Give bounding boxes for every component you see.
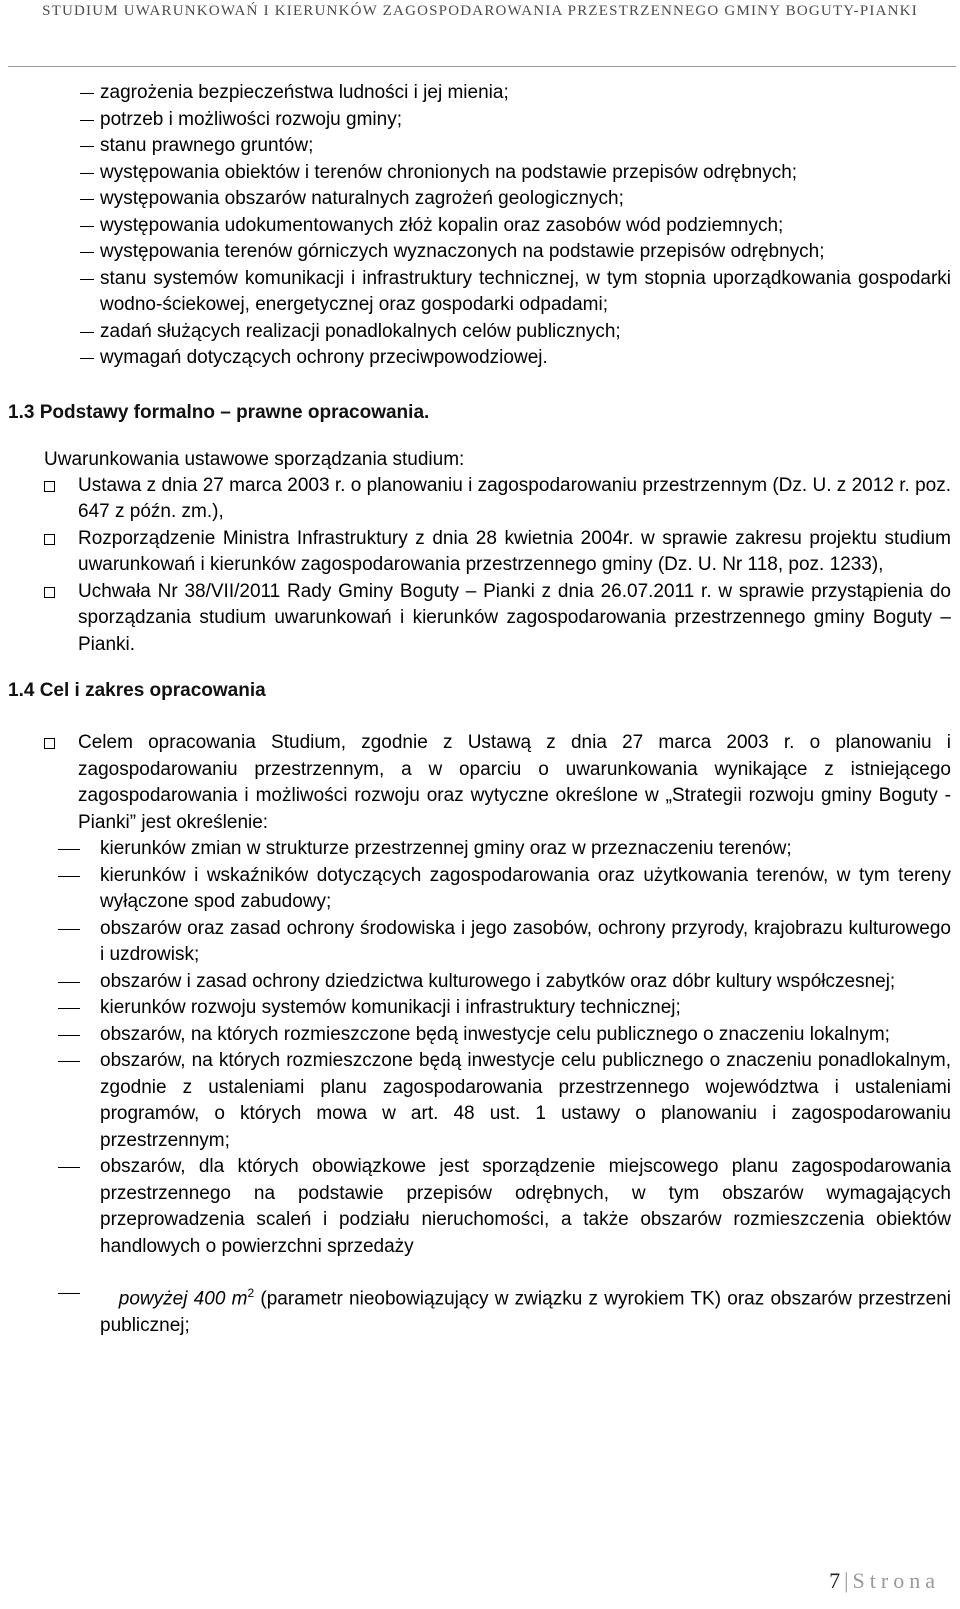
list-item: stanu systemów komunikacji i infrastruktury technicznej, w tym stopnia uporządkowania gospodarki wodno-ściekowej, energetycznej oraz gospodarki odpadami; (100, 267, 951, 315)
scope-list (0, 836, 960, 1260)
page-label: Strona (852, 1568, 940, 1593)
list-item: kierunków i wskaźników dotyczących zagospodarowania oraz użytkowania terenów, w tym tereny wyłączone spod zabudowy; (100, 864, 951, 912)
list-item: powyżej 400 $m^2$ (parametr nieobowiązujący w związku z wyrokiem TK) oraz obszarów przestrzeni publicznej; (100, 1286, 951, 1336)
square-bullet-icon (44, 481, 55, 492)
scope-list-continued (0, 1280, 960, 1339)
purpose-list (0, 730, 960, 836)
legal-basis-list (0, 473, 960, 659)
list-item: Ustawa z dnia 27 marca 2003 r. o planowaniu i zagospodarowaniu przestrzennym (Dz. U. z 2012 r. poz. 647 z późn. zm.), (0, 473, 951, 526)
list-item: występowania udokumentowanych złóż kopalin oraz zasobów wód podziemnych; (100, 214, 784, 236)
list-item: Uchwała Nr 38/VII/2011 Rady Gminy Boguty – Pianki z dnia 26.07.2011 r. w sprawie przystąpienia do sporządzania studium uwarunkowań i kierunków zagospodarowania przestrzennego gminy Boguty – Pianki. (0, 579, 951, 659)
list-item: Rozporządzenie Ministra Infrastruktury z dnia 28 kwietnia 2004r. w sprawie zakresu projektu studium uwarunkowań i kierunków zagospodarowania przestrzennego gminy (Dz. U. Nr 118, poz. 1233), (0, 526, 951, 579)
page-header (0, 0, 960, 30)
page-footer (829, 1568, 940, 1594)
conditions-list (0, 80, 960, 372)
list-item: stanu prawnego gruntów; (100, 135, 314, 156)
list-item: obszarów i zasad ochrony dziedzictwa kulturowego i zabytków oraz dóbr kultury współczesnej; (100, 970, 896, 992)
header-divider (8, 66, 956, 67)
list-item: występowania terenów górniczych wyznaczonych na podstawie przepisów odrębnych; (100, 241, 825, 262)
square-bullet-icon (44, 534, 55, 545)
list-item: zagrożenia bezpieczeństwa ludności i jej mienia; (100, 82, 509, 103)
list-item: obszarów, dla których obowiązkowe jest sporządzenie miejscowego planu zagospodarowania przestrzennego na podstawie przepisów odrębnych, w tym obszarów wymagających przeprowadzenia scaleń i podziału nieruchomości, a także obszarów rozmieszczenia obiektów handlowych o powierzchni sprzedaży (100, 1156, 951, 1257)
list-item: występowania obszarów naturalnych zagrożeń geologicznych; (100, 188, 624, 209)
list-item: kierunków zmian w strukturze przestrzennej gminy oraz w przeznaczeniu terenów; (100, 838, 792, 859)
list-item: kierunków rozwoju systemów komunikacji i infrastruktury technicznej; (100, 997, 681, 1018)
list-item: obszarów, na których rozmieszczone będą inwestycje celu publicznego o znaczeniu lokalnym; (100, 1023, 890, 1045)
footer-separator: | (844, 1568, 849, 1593)
list-item: obszarów oraz zasad ochrony środowiska i jego zasobów, ochrony przyrody, krajobrazu kulturowego i uzdrowisk; (100, 917, 951, 965)
section-heading-1-4: 1.4 Cel i zakres opracowania (8, 680, 266, 701)
square-bullet-icon (44, 738, 55, 749)
list-item: obszarów, na których rozmieszczone będą inwestycje celu publicznego o znaczeniu ponadlokalnym, zgodnie z ustaleniami planu zagospodarowania przestrzennego województwa i ustaleniami programów, o których mowa w art. 48 ust. 1 ustawy o planowaniu i zagospodarowaniu przestrzennym; (100, 1050, 951, 1151)
document-body (0, 80, 960, 1339)
square-bullet-icon (44, 587, 55, 598)
list-item: wymagań dotyczących ochrony przeciwpowodziowej. (100, 347, 548, 368)
list-item: występowania obiektów i terenów chronionych na podstawie przepisów odrębnych; (100, 161, 798, 183)
section-heading-1-3: 1.3 Podstawy formalno – prawne opracowania. (8, 401, 430, 423)
section-intro: Uwarunkowania ustawowe sporządzania studium: (44, 448, 465, 470)
list-item: Celem opracowania Studium, zgodnie z Ustawą z dnia 27 marca 2003 r. o planowaniu i zagospodarowaniu przestrzennym, a w oparciu o uwarunkowania wynikające z istniejącego zagospodarowania i możliwości rozwoju oraz wytyczne określone w „Strategii rozwoju gminy Boguty - Pianki” jest określenie: (0, 730, 951, 836)
page-number: 7 (829, 1568, 841, 1593)
document-title: STUDIUM UWARUNKOWAŃ I KIERUNKÓW ZAGOSPODAROWANIA PRZESTRZENNEGO GMINY BOGUTY-PIANKI (42, 3, 918, 19)
list-item: zadań służących realizacji ponadlokalnych celów publicznych; (100, 320, 621, 342)
list-item: potrzeb i możliwości rozwoju gminy; (100, 108, 402, 130)
